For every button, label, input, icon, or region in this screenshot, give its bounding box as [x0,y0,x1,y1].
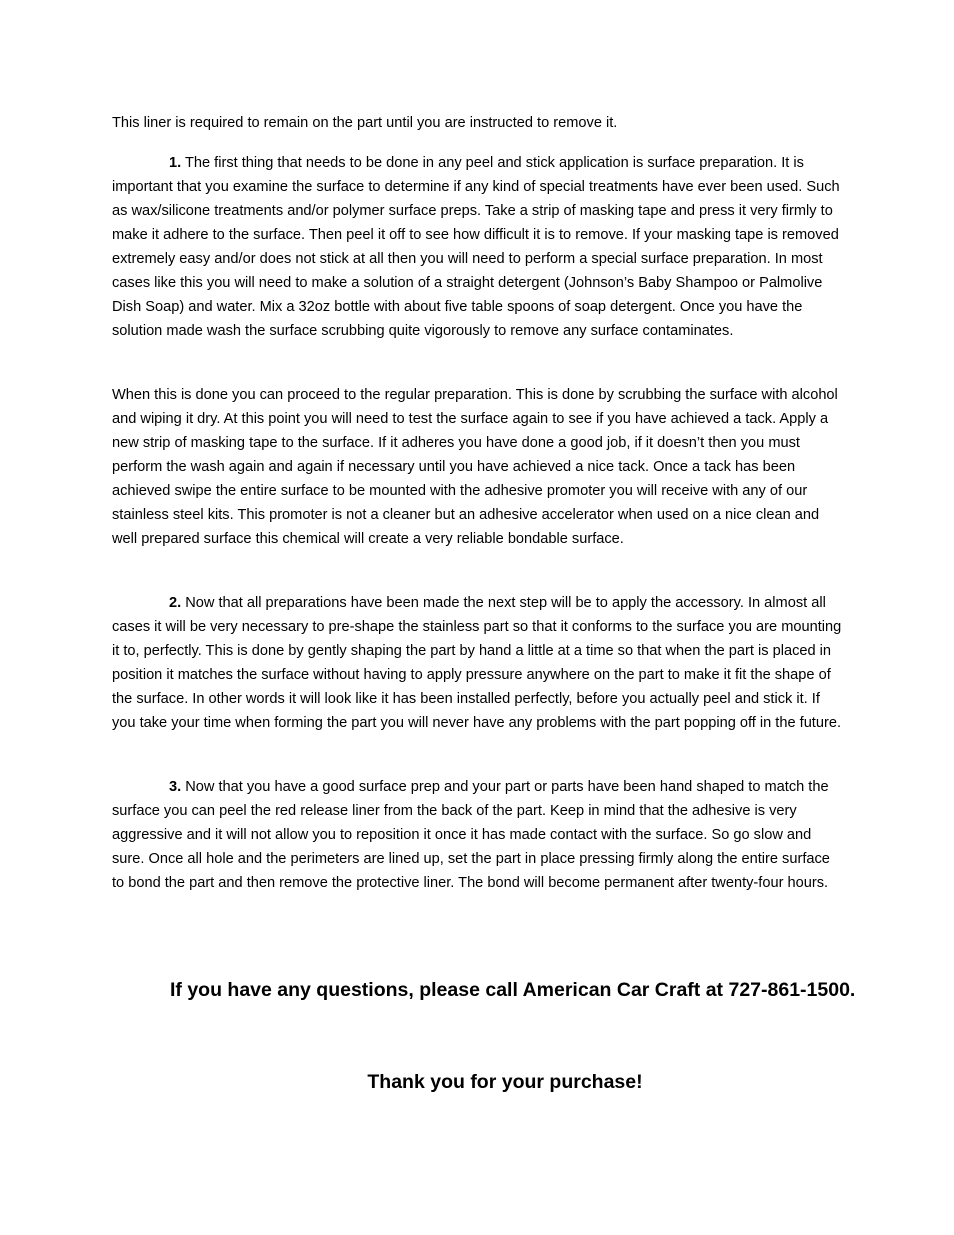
step-2-text: Now that all preparations have been made the next step will be to apply the accessory. In almost all cases it will be very necessary to pre-shape the stainless part so that it conforms to the surface you are mounting it to, perfectly. This is done by gently shaping the part by hand a little at a time so that when the part is placed in position it matches the surface without having to apply pressure anywhere on the part to make it fit the shape of the surface. In other words it will look like it has been installed perfectly, before you actually peel and stick it. If you take your time when forming the part you will never have any problems with the part popping off in the future. [112,595,842,731]
step-3-paragraph [112,775,844,895]
step-1-continuation-paragraph: When this is done you can proceed to the regular preparation. This is done by scrubbing the surface with alcohol and wiping it dry. At this point you will need to test the surface again to see if you have achieved a tack. Apply a new strip of masking tape to the surface. If it adheres you have done a good job, if it doesn’t then you must perform the wash again and again if necessary until you have achieved a nice tack. Once a tack has been achieved swipe the entire surface to be mounted with the adhesive promoter you will receive with any of our stainless steel kits. This promoter is not a cleaner but an adhesive accelerator when used on a nice clean and well prepared surface this chemical will create a very reliable bondable surface. [112,387,838,547]
step-3-number: 3. [169,779,182,795]
step-1-number: 1. [169,155,182,171]
step-1-paragraph [112,151,844,343]
thanks-line-wrapper [0,1067,954,1097]
contact-line: If you have any questions, please call American Car Craft at 727-861-1500. [170,979,856,1001]
thanks-line: Thank you for your purchase! [367,1071,643,1093]
intro-paragraph: This liner is required to remain on the part until you are instructed to remove it. [112,115,618,131]
step-3-text: Now that you have a good surface prep and your part or parts have been hand shaped to match the surface you can peel the red release liner from the back of the part. Keep in mind that the adhesive is very aggressive and it will not allow you to reposition it once it has made contact with the surface. So go slow and sure. Once all hole and the perimeters are lined up, set the part in place pressing firmly along the entire surface to bond the part and then remove the protective liner. The bond will become permanent after twenty-four hours. [112,779,830,891]
step-1-text: The first thing that needs to be done in any peel and stick application is surface preparation. It is important that you examine the surface to determine if any kind of special treatments have ever been used. Such as wax/silicone treatments and/or polymer surface preps. Take a strip of masking tape and press it very firmly to make it adhere to the surface. Then peel it off to see how difficult it is to remove. If your masking tape is removed extremely easy and/or does not stick at all then you will need to perform a special surface preparation. In most cases like this you will need to make a solution of a straight detergent (Johnson’s Baby Shampoo or Palmolive Dish Soap) and water. Mix a 32oz bottle with about five table spoons of soap detergent. Once you have the solution made wash the surface scrubbing quite vigorously to remove any surface contaminates. [112,155,840,339]
step-2-number: 2. [169,595,182,611]
step-2-paragraph [112,591,844,735]
